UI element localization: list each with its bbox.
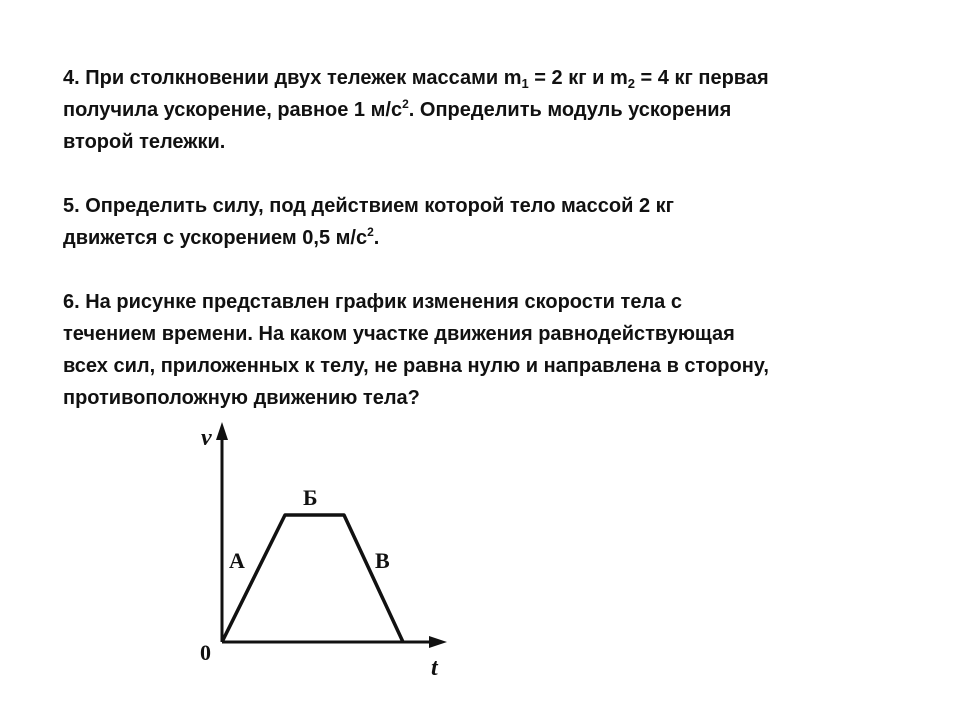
problem-6-line-2: течением времени. На каком участке движения равнодействующая bbox=[63, 323, 735, 345]
x-axis-arrow bbox=[429, 636, 447, 648]
problem-text bbox=[63, 62, 913, 414]
m1-subscript: 1 bbox=[521, 76, 529, 91]
segment-c-label: В bbox=[375, 548, 390, 573]
acceleration-unit-exponent: 2 bbox=[402, 97, 409, 111]
velocity-line bbox=[222, 515, 403, 642]
segment-a-label: А bbox=[229, 548, 245, 573]
y-axis-label: v bbox=[201, 425, 212, 451]
problem-6-line-3: всех сил, приложенных к телу, не равна нулю и направлена в сторону, bbox=[63, 355, 769, 377]
problem-5-line-2: движется с ускорением 0,5 $м/с^2$. bbox=[63, 225, 380, 249]
problem-4-line-1: 4. При столкновении двух тележек массами $m_1 = 2$ кг и $m_2 = 4$ кг первая bbox=[63, 67, 769, 91]
problem-6-line-4: противоположную движению тела? bbox=[63, 387, 420, 409]
velocity-time-graph bbox=[185, 410, 475, 690]
problem-4-line-2: получила ускорение, равное 1 $м/с^2$. Определить модуль ускорения bbox=[63, 97, 732, 121]
acceleration-unit-exponent-5: 2 bbox=[367, 225, 374, 239]
problem-4-line-3: второй тележки. bbox=[63, 131, 226, 153]
problem-6-line-1: 6. На рисунке представлен график изменения скорости тела с bbox=[63, 291, 682, 313]
y-axis-arrow bbox=[216, 422, 228, 440]
x-axis-label: t bbox=[431, 655, 438, 681]
problem-5-line-1: 5. Определить силу, под действием которой тело массой 2 кг bbox=[63, 195, 675, 217]
segment-b-label: Б bbox=[303, 485, 318, 510]
origin-label: 0 bbox=[200, 640, 211, 665]
m2-subscript: 2 bbox=[627, 76, 635, 91]
